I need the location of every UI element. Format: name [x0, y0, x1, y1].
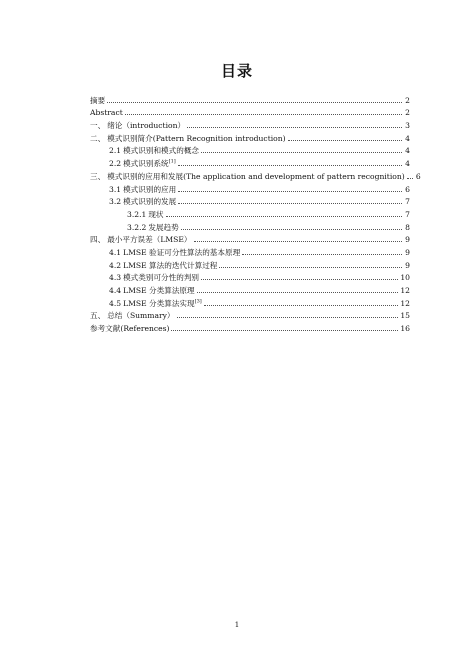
- toc-dot-leader: [204, 305, 399, 306]
- toc-entry[interactable]: [90, 194, 410, 207]
- toc-dot-leader: [194, 241, 402, 242]
- toc-dot-leader: [178, 191, 402, 192]
- toc-entry-page-number: 12: [400, 298, 410, 308]
- toc-entry-page-number: 4: [405, 133, 410, 143]
- toc-entry-label: [148, 210, 163, 219]
- toc-entry-label: [107, 311, 174, 320]
- toc-entry-label-text: 模式识别系统: [123, 159, 169, 169]
- toc-entry-label-text: 绪论（introduction）: [107, 121, 186, 131]
- toc-entry-label-text: 参考文献(References): [90, 324, 170, 334]
- toc-entry-number: 2.2: [109, 159, 122, 169]
- toc-entry[interactable]: [90, 168, 421, 181]
- toc-dot-leader: [181, 229, 402, 230]
- page-number: 1: [234, 621, 240, 629]
- toc-entry-page-number: 10: [400, 273, 410, 283]
- toc-entry-number: 4.1: [109, 247, 122, 257]
- toc-entry-number: 2.1: [109, 146, 122, 156]
- toc-entry-number: 三、: [90, 171, 106, 181]
- toc-entry-label: [123, 273, 199, 282]
- toc-entry[interactable]: [90, 117, 410, 130]
- toc-dot-leader: [187, 127, 402, 128]
- toc-entry[interactable]: [90, 143, 410, 156]
- toc-dot-leader: [197, 292, 399, 293]
- toc-entry-label: [107, 121, 185, 130]
- toc-entry-number: 3.2: [109, 197, 122, 207]
- toc-entry[interactable]: [90, 320, 410, 333]
- toc-dot-leader: [407, 178, 413, 179]
- toc-entry[interactable]: [90, 219, 410, 232]
- toc-entry-label: [123, 286, 195, 295]
- toc-entry-label: [148, 223, 178, 232]
- toc-entry-citation: [1]: [168, 158, 176, 165]
- toc-entry[interactable]: [90, 181, 410, 194]
- toc-entry-number: 3.1: [109, 184, 122, 194]
- toc-entry-page-number: 2: [405, 95, 410, 105]
- toc-entry-number: 二、: [90, 133, 106, 143]
- toc-entry-page-number: 8: [405, 222, 410, 232]
- toc-entry-number: 四、: [90, 235, 106, 245]
- toc-entry-label-text: 模式识别简介(Pattern Recognition introduction): [107, 133, 286, 143]
- toc-dot-leader: [125, 114, 402, 115]
- toc-entry-label: [123, 159, 176, 168]
- toc-entry-number: 4.3: [109, 273, 122, 283]
- toc-entry-label-text: 现状: [148, 209, 164, 219]
- toc-entry[interactable]: [90, 232, 410, 245]
- toc-entry-page-number: 9: [405, 235, 410, 245]
- toc-entry-page-number: 12: [400, 286, 410, 295]
- toc-dot-leader: [219, 267, 402, 268]
- toc-entry-label-text: 模式识别的发展: [123, 197, 177, 207]
- toc-entry-number: 3.2.2: [127, 222, 147, 232]
- toc-entry-number: 五、: [90, 311, 106, 321]
- toc-entry-number: 4.2: [109, 260, 122, 270]
- toc-entry-page-number: 9: [405, 247, 410, 257]
- toc-entry-label-text: LMSE 验证可分性算法的基本原理: [123, 247, 241, 257]
- toc-dot-leader: [242, 254, 402, 255]
- toc-entry[interactable]: [90, 257, 410, 270]
- toc-entry-label: [123, 261, 217, 270]
- toc-entry-page-number: 6: [405, 184, 410, 194]
- toc-entry-label-text: 模式识别的应用和发展(The application and development of pattern recognition): [107, 171, 405, 181]
- toc-dot-leader: [107, 102, 402, 103]
- toc-entry-label: [123, 185, 176, 194]
- toc-entry-page-number: 16: [400, 324, 410, 334]
- toc-entry-page-number: 3: [405, 121, 410, 131]
- toc-entry-label-text: LMSE 算法的迭代计算过程: [123, 260, 218, 270]
- toc-entry-page-number: 9: [405, 260, 410, 270]
- toc-entry-page-number: 4: [405, 159, 410, 169]
- toc-dot-leader: [166, 216, 402, 217]
- toc-entry-label: [123, 197, 176, 206]
- toc-entry-label: [107, 134, 285, 143]
- toc-entry[interactable]: [90, 270, 410, 283]
- toc-entry-page-number: 6: [415, 171, 421, 181]
- toc-entry-page-number: 15: [400, 311, 410, 321]
- toc-entry-number: 4.5: [109, 298, 122, 308]
- page-title: 目录: [220, 62, 253, 80]
- toc-dot-leader: [178, 203, 402, 204]
- toc-entry-label-text: Abstract: [90, 108, 123, 118]
- toc-entry[interactable]: [90, 92, 410, 105]
- toc-entry-label-text: 最小平方误差（LMSE）: [107, 235, 192, 245]
- toc-entry-page-number: 7: [405, 209, 410, 219]
- toc-entry-label-text: LMSE 分类算法实现: [123, 298, 195, 308]
- toc-entry-label-text: 模式识别的应用: [123, 184, 177, 194]
- toc-entry-label: [90, 324, 169, 333]
- toc-entry[interactable]: [90, 206, 410, 219]
- toc-entry-page-number: 4: [405, 146, 410, 156]
- toc-entry[interactable]: [90, 244, 410, 257]
- toc-entry[interactable]: [90, 105, 410, 118]
- toc-entry[interactable]: [90, 308, 410, 321]
- toc-entry-number: 3.2.1: [127, 209, 147, 219]
- toc-dot-leader: [171, 330, 398, 331]
- toc-dot-leader: [201, 152, 402, 153]
- toc-entry[interactable]: [90, 130, 410, 143]
- toc-entry-number: 4.4: [109, 286, 122, 295]
- toc-entry-citation: [3]: [194, 298, 202, 305]
- toc-entry-label-text: 模式识别和模式的概念: [123, 146, 200, 156]
- toc-entry-label-text: LMSE 分类算法原理: [123, 286, 195, 295]
- toc-entry-label: [90, 96, 105, 105]
- toc-entry-label: [123, 248, 240, 257]
- toc-dot-leader: [288, 140, 402, 141]
- toc-entry-label-text: 发展趋势: [148, 222, 179, 232]
- toc-entry[interactable]: [90, 282, 410, 295]
- toc-entry-page-number: 7: [405, 197, 410, 207]
- toc-entry-label-text: 总结（Summary）: [107, 311, 175, 321]
- toc-entry-page-number: 2: [405, 108, 410, 118]
- table-of-contents: [90, 92, 421, 334]
- toc-dot-leader: [178, 165, 402, 166]
- toc-dot-leader: [177, 317, 399, 318]
- toc-entry-label: [90, 108, 123, 117]
- toc-entry-label: [123, 146, 199, 155]
- toc-entry-label-text: 摘要: [90, 95, 106, 105]
- toc-entry-label: [107, 235, 191, 244]
- toc-dot-leader: [201, 279, 398, 280]
- toc-entry-label-text: 模式类别可分性的判别: [123, 273, 200, 283]
- toc-entry-label: [107, 172, 405, 181]
- toc-entry[interactable]: [90, 295, 410, 308]
- toc-entry[interactable]: [90, 155, 410, 168]
- toc-entry-number: 一、: [90, 121, 106, 131]
- toc-entry-label: [123, 299, 202, 308]
